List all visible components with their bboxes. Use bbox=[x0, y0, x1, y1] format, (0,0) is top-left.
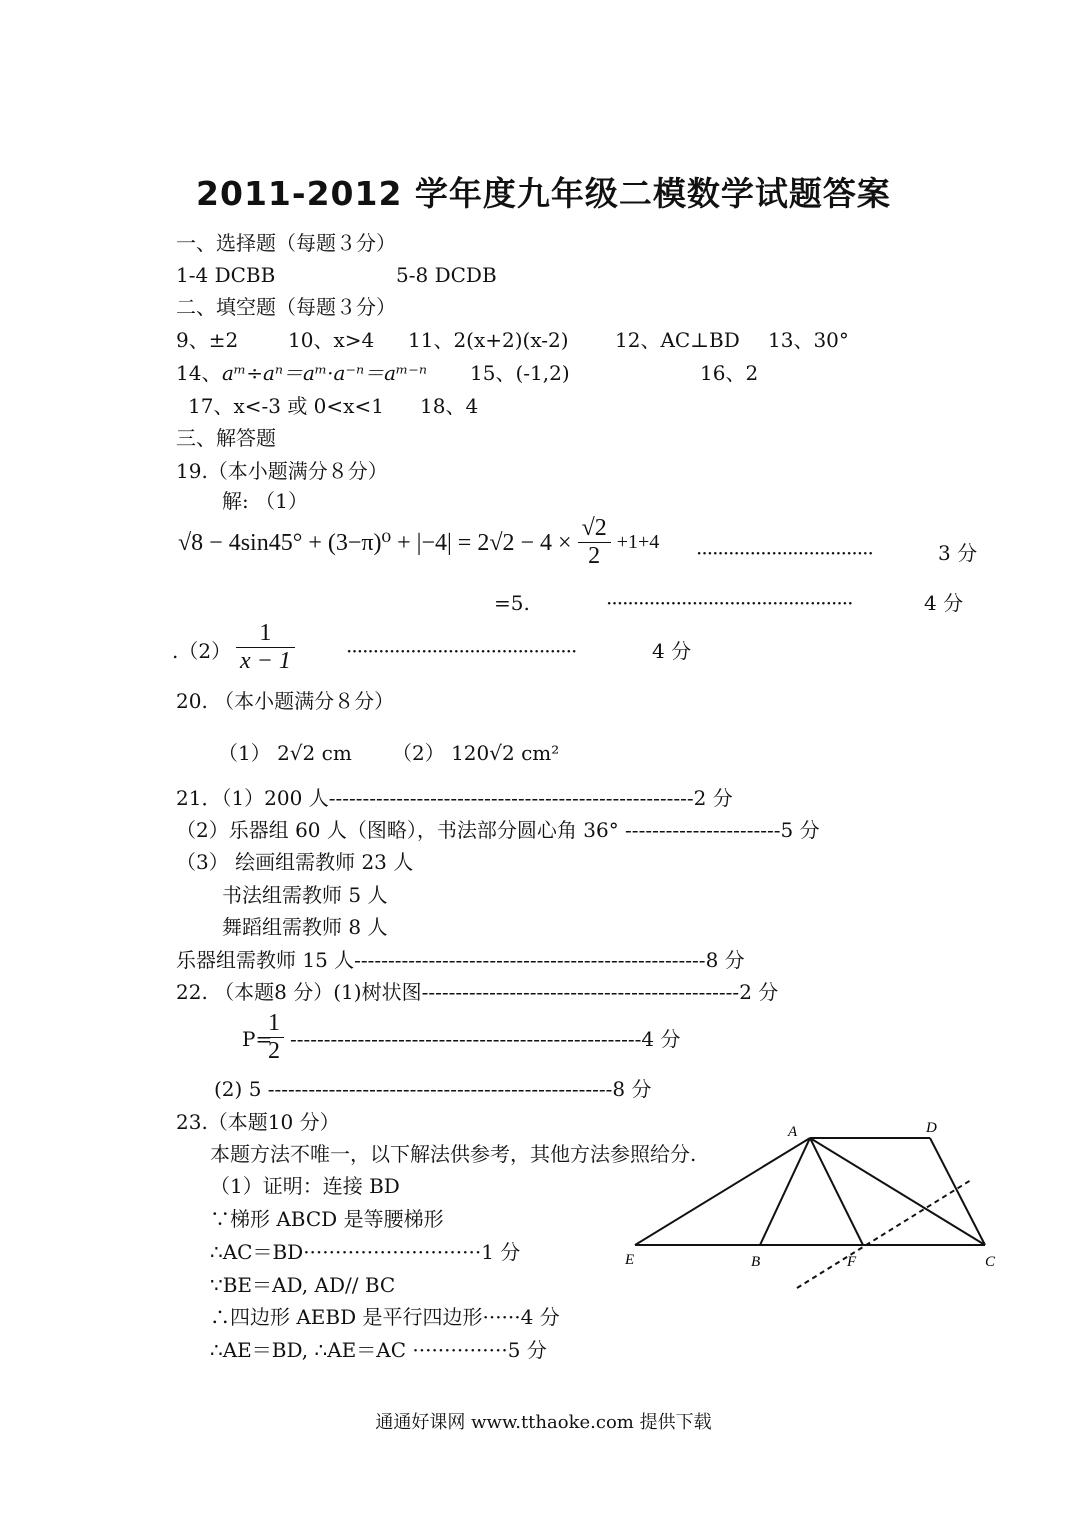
answer-q11: 11、2(x+2)(x-2) bbox=[408, 328, 569, 352]
q22-frac bbox=[264, 1010, 284, 1065]
answer-5-8: 5-8 DCDB bbox=[396, 263, 497, 287]
q22-p-dashes: ----------------------------------------------------4 分 bbox=[290, 1027, 681, 1051]
q20-part1: （1） 2√2 cm bbox=[218, 741, 352, 765]
answer-q9: 9、±2 bbox=[176, 328, 239, 352]
q23-header: 23.（本题10 分） bbox=[176, 1110, 340, 1134]
q19-part2-numerator: 1 bbox=[236, 620, 295, 648]
trapezoid-figure bbox=[615, 1110, 1015, 1300]
q19-score-3: 4 分 bbox=[652, 639, 692, 663]
q19-fraction-numerator: √2 bbox=[578, 515, 611, 543]
q19-part2-label: .（2） bbox=[172, 639, 232, 663]
line-EA bbox=[635, 1138, 810, 1245]
q19-expression-tail: +1+4 bbox=[616, 531, 660, 553]
section-heading-choice: 一、选择题（每题３分） bbox=[176, 231, 396, 255]
q21-line-2: （2）乐器组 60 人（图略），书法部分圆心角 36° -----------------------5 分 bbox=[176, 818, 820, 842]
q22-line-3: (2) 5 ---------------------------------------------------8 分 bbox=[214, 1077, 652, 1101]
q19-part1-label: 解: （1） bbox=[222, 489, 308, 513]
q21-line-1: 21．（1）200 人------------------------------------------------------2 分 bbox=[176, 786, 733, 810]
dashed-line bbox=[797, 1180, 971, 1288]
label-A: A bbox=[788, 1124, 798, 1140]
label-C: C bbox=[985, 1254, 996, 1270]
answer-q14-expr: aᵐ÷aⁿ＝aᵐ·a⁻ⁿ＝aᵐ⁻ⁿ bbox=[222, 361, 427, 385]
answer-q16: 16、2 bbox=[700, 361, 759, 385]
section-heading-fill: 二、填空题（每题３分） bbox=[176, 295, 396, 319]
answer-q18: 18、4 bbox=[420, 394, 479, 418]
answer-q10: 10、x>4 bbox=[288, 328, 375, 352]
q23-line-2: （1）证明：连接 BD bbox=[210, 1174, 400, 1198]
q21-line-5: 舞蹈组需教师 8 人 bbox=[222, 915, 388, 939]
label-F: F bbox=[847, 1254, 857, 1270]
q20-part2: （2） 120√2 cm² bbox=[392, 741, 560, 765]
q19-part2-denominator: x − 1 bbox=[240, 648, 291, 674]
q19-header: 19.（本小题满分８分） bbox=[176, 459, 388, 483]
q23-line-4: ∴AC＝BD····························1 分 bbox=[210, 1240, 521, 1264]
q22-p-numerator: 1 bbox=[264, 1010, 284, 1038]
section-heading-solve: 三、解答题 bbox=[176, 426, 276, 450]
q21-line-4: 书法组需教师 5 人 bbox=[222, 883, 388, 907]
q19-score-2: 4 分 bbox=[924, 591, 964, 615]
q23-line-1: 本题方法不唯一，以下解法供参考，其他方法参照给分. bbox=[210, 1142, 697, 1166]
answer-q15: 15、(-1,2) bbox=[470, 361, 570, 385]
answer-q14-label: 14、 bbox=[176, 361, 222, 385]
q19-dots-3: ··········································· bbox=[346, 639, 577, 663]
q22-line-1: 22. （本题8 分）(1)树状图-----------------------------------------------2 分 bbox=[176, 980, 779, 1004]
q19-expression bbox=[178, 515, 659, 570]
label-E: E bbox=[625, 1252, 635, 1268]
q19-result: =5. bbox=[494, 591, 530, 615]
answer-q12: 12、AC⊥BD bbox=[615, 328, 740, 352]
q22-p-denominator: 2 bbox=[268, 1038, 280, 1064]
q19-part2-frac bbox=[236, 620, 295, 675]
q23-line-6: ∴四边形 AEBD 是平行四边形······4 分 bbox=[210, 1305, 560, 1329]
q21-line-6: 乐器组需教师 15 人----------------------------------------------------8 分 bbox=[176, 948, 745, 972]
answer-1-4: 1-4 DCBB bbox=[176, 263, 276, 287]
answer-q13: 13、30° bbox=[768, 328, 849, 352]
label-D: D bbox=[926, 1120, 937, 1136]
label-B: B bbox=[751, 1254, 761, 1270]
q21-line-3: （3） 绘画组需教师 23 人 bbox=[176, 850, 414, 874]
q19-expression-fraction bbox=[578, 515, 611, 570]
q23-line-7: ∴AE＝BD, ∴AE＝AC ···············5 分 bbox=[210, 1338, 547, 1362]
q23-line-3: ∵梯形 ABCD 是等腰梯形 bbox=[210, 1207, 444, 1231]
page-title: 2011-2012 学年度九年级二模数学试题答案 bbox=[196, 174, 891, 213]
q19-fraction-denominator: 2 bbox=[588, 543, 601, 569]
q23-line-5: ∵BE＝AD, AD// BC bbox=[210, 1273, 396, 1297]
q22-p-label: P= bbox=[242, 1027, 273, 1051]
answer-q17: 17、x<-3 或 0<x<1 bbox=[188, 394, 384, 418]
q22-p-fraction bbox=[264, 1010, 284, 1065]
page-footer: 通通好课网 www.tthaoke.com 提供下载 bbox=[375, 1412, 712, 1433]
q19-dots-2: ·············································· bbox=[606, 591, 853, 615]
q20-header: 20. （本小题满分８分） bbox=[176, 689, 395, 713]
q19-score-1: 3 分 bbox=[938, 541, 978, 565]
q19-dots-1: ································· bbox=[696, 541, 873, 565]
q19-expression-left: √8 − 4sin45° + (3−π)⁰ + |−4| = 2√2 − 4 × bbox=[178, 530, 572, 556]
q19-part2-fraction bbox=[236, 620, 295, 675]
